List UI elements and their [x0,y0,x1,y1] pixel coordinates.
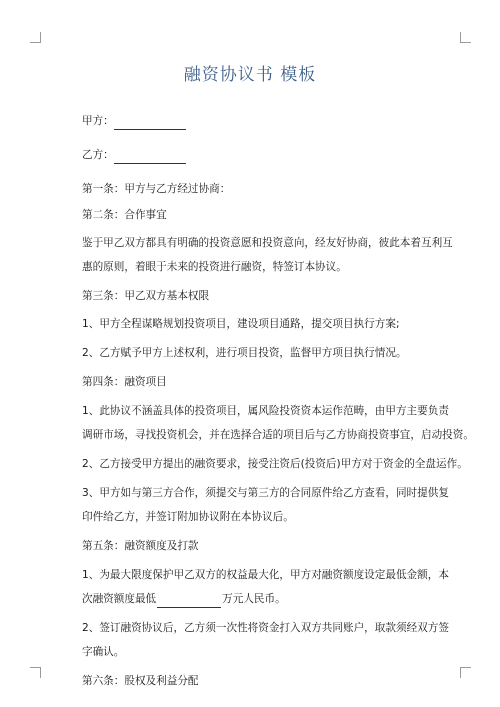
article-2-para-line1: 鉴于甲乙双方都具有明确的投资意愿和投资意向，经友好协商，彼此本着互利互 [82,237,453,249]
article-2-para-line2: 惠的原则，着眼于未来的投资进行融资，特签订本协议。 [82,261,347,273]
crop-mark-bottom-left [30,667,41,678]
article-5-item-2-line1: 2、签订融资协议后，乙方须一次性将资金打入双方共同账户，取款须经双方签 [82,622,449,634]
party-a-blank[interactable] [114,117,186,130]
article-2-heading: 第二条：合作事宜 [82,209,167,221]
party-b-line [82,146,427,164]
article-4-item-3-line1: 3、甲方如与第三方合作，须提交与第三方的合同原件给乙方查看，同时提供复 [82,487,449,499]
party-b-label: 乙方： [82,149,114,161]
article-4-heading: 第四条：融资项目 [82,376,167,388]
article-1-heading: 第一条：甲方与乙方经过协商： [82,183,231,195]
article-5-heading: 第五条：融资额度及打款 [82,540,199,552]
crop-mark-top-right [460,32,471,43]
article-4-item-1-line2: 调研市场，寻找投资机会，并在选择合适的项目后与乙方协商投资事宜，启动投资。 [82,429,474,441]
document-body [82,112,474,690]
article-3-heading: 第三条：甲乙双方基本权限 [82,290,210,302]
party-b-blank[interactable] [114,151,186,164]
min-amount-suffix: 万元人民币。 [222,593,286,605]
min-amount-prefix: 次融资额度最低 [82,593,157,605]
article-5-item-1-line2 [82,590,427,608]
crop-mark-bottom-right [460,667,471,678]
article-4-item-3-line2: 印件给乙方，并签订附加协议附在本协议后。 [82,511,294,523]
article-3-item-1: 1、甲方全程谋略规划投资项目，建设项目通路，提交项目执行方案; [82,318,400,330]
article-4-item-2: 2、乙方接受甲方提出的融资要求，接受注资后(投资后)甲方对于资金的全盘运作。 [82,458,468,470]
article-5-item-1-line1: 1、为最大限度保护甲乙双方的权益最大化，甲方对融资额度设定最低金额，本 [82,569,449,581]
article-3-item-2: 2、乙方赋予甲方上述权利，进行项目投资，监督甲方项目执行情况。 [82,347,407,359]
min-amount-blank[interactable] [157,595,221,608]
document-title: 融资协议书 模板 [183,65,317,85]
article-4-item-1-line1: 1、此协议不涵盖具体的投资项目，属风险投资资本运作范畴，由甲方主要负责 [82,405,449,417]
article-5-item-2-line2: 字确认。 [82,646,125,658]
party-a-label: 甲方： [82,115,114,127]
article-6-heading: 第六条：股权及利益分配 [82,675,199,687]
crop-mark-top-left [30,32,41,43]
party-a-line [82,112,427,130]
